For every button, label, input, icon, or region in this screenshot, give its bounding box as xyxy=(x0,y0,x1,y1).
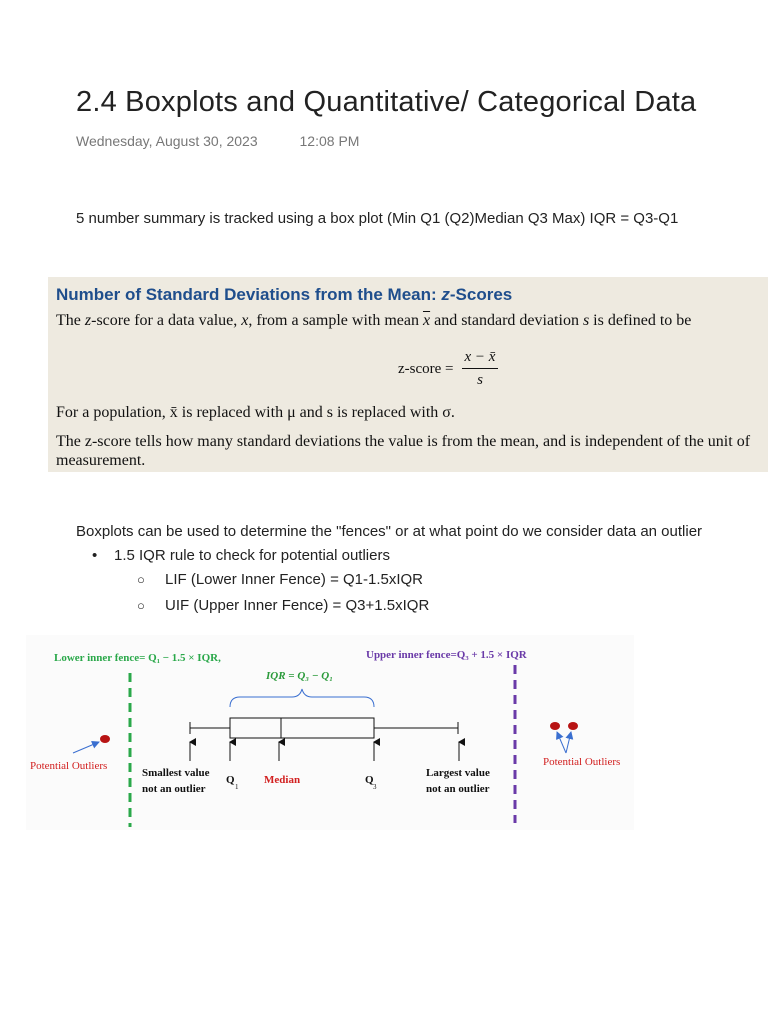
page-meta xyxy=(76,133,359,149)
formula-fraction xyxy=(462,349,499,389)
left-outlier-dot xyxy=(100,735,110,743)
smallest-value-label-2: not an outlier xyxy=(142,783,206,795)
right-outlier-arrow-1 xyxy=(557,732,566,753)
population-note: For a population, x̄ is replaced with μ and s is replaced with σ. xyxy=(56,404,455,421)
largest-value-label-1: Largest value xyxy=(426,767,490,779)
sub-bullet-uif: ○ UIF (Upper Inner Fence) = Q3+1.5xIQR xyxy=(137,597,430,614)
circle-bullet-icon: ○ xyxy=(137,598,145,613)
q3-subscript: 3 xyxy=(373,783,377,791)
boxplot-intro-text: Boxplots can be used to determine the "fences" or at what point do we consider data an outlier xyxy=(76,523,703,540)
iqr-box xyxy=(230,718,374,738)
bullet-iqr-rule: • 1.5 IQR rule to check for potential outliers xyxy=(92,547,390,564)
page-date: Wednesday, August 30, 2023 xyxy=(76,133,258,149)
five-number-summary-text: 5 number summary is tracked using a box plot (Min Q1 (Q2)Median Q3 Max) IQR = Q3-Q1 xyxy=(76,210,679,227)
circle-bullet-icon: ○ xyxy=(137,572,145,587)
page-time: 12:08 PM xyxy=(299,133,360,149)
left-potential-outliers-label: Potential Outliers xyxy=(30,760,108,772)
bullet-dot-icon: • xyxy=(92,547,98,564)
largest-value-label-2: not an outlier xyxy=(426,783,490,795)
zscore-explanation: The z-score tells how many standard deviations the value is from the mean, and is independent of the unit of measurement. xyxy=(56,433,751,469)
iqr-label: IQR = Q₃ − Q₁ xyxy=(266,670,334,682)
upper-fence-label: Upper inner fence=Q₃ + 1.5 × IQR xyxy=(366,649,527,661)
page-title: 2.4 Boxplots and Quantitative/ Categorical Data xyxy=(76,86,697,118)
zscore-heading: Number of Standard Deviations from the Mean: z-Scores xyxy=(56,285,513,304)
right-potential-outliers-label: Potential Outliers xyxy=(543,756,621,768)
iqr-brace xyxy=(230,689,374,707)
median-label: Median xyxy=(264,774,301,786)
q3-label: Q xyxy=(365,774,374,786)
formula-denominator: s xyxy=(477,372,483,388)
formula-lhs: z-score = xyxy=(398,360,454,377)
zscore-formula xyxy=(398,349,498,389)
right-outlier-arrow-2 xyxy=(566,732,571,753)
left-outlier-arrow xyxy=(73,742,99,753)
q1-subscript: 1 xyxy=(235,783,239,791)
lower-fence-label: Lower inner fence= Q₁ − 1.5 × IQR, xyxy=(54,652,221,664)
zscore-definition-line: The z-score for a data value, x, from a sample with mean $\overline{x}$ and standard deviation s is defined to be xyxy=(56,312,692,329)
boxplot-fences-diagram xyxy=(26,635,634,830)
zscore-definition-box xyxy=(48,277,768,472)
right-outlier-dot-1 xyxy=(550,722,560,730)
right-outlier-dot-2 xyxy=(568,722,578,730)
smallest-value-label-1: Smallest value xyxy=(142,767,210,779)
sub-bullet-lif: ○ LIF (Lower Inner Fence) = Q1-1.5xIQR xyxy=(137,571,424,588)
q1-label: Q xyxy=(226,774,235,786)
formula-numerator: x − x̄ xyxy=(462,349,499,369)
